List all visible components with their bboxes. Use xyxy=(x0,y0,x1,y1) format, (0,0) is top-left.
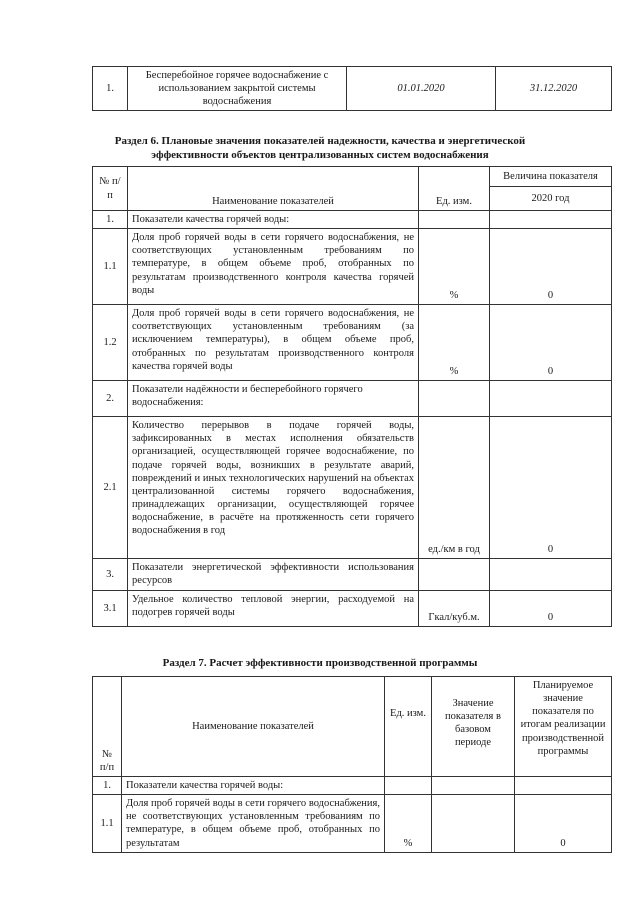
row-value: 0 xyxy=(490,305,612,381)
table-row xyxy=(93,229,612,305)
row-num: 1.1 xyxy=(93,229,128,305)
row-name: Количество перерывов в подаче горячей воды, зафиксированных в местах исполнения обязательств организацией, осуществляющей горячее водоснабжение, по подаче горячей воды, возникших в результате аварий, повреждений и иных технологических нарушений на объектах централизованной системы горячего водоснабжения, принадлежащих организации, осуществляющей горячее водоснабжение, в расчёте на протяженность сети горячего водоснабжения в год xyxy=(128,417,419,559)
row-num: 1. xyxy=(93,211,128,229)
s6-header-num: № п/п xyxy=(93,167,128,211)
row-unit: % xyxy=(419,229,490,305)
section7-title: Раздел 7. Расчет эффективности производственной программы xyxy=(162,657,478,669)
top-row-date-start: 01.01.2020 xyxy=(347,67,496,111)
table-row xyxy=(93,591,612,627)
top-row-date-end: 31.12.2020 xyxy=(496,67,612,111)
row-unit xyxy=(419,211,490,229)
table-row xyxy=(93,795,612,853)
s6-header-unit: Ед. изм. xyxy=(419,167,490,211)
table-row xyxy=(93,305,612,381)
row-unit: % xyxy=(419,305,490,381)
row-base xyxy=(432,777,515,795)
row-name: Показатели энергетической эффективности использования ресурсов xyxy=(128,559,419,591)
row-value xyxy=(490,381,612,417)
row-unit xyxy=(385,777,432,795)
row-base xyxy=(432,795,515,853)
row-name: Удельное количество тепловой энергии, расходуемой на подогрев горячей воды xyxy=(128,591,419,627)
row-value xyxy=(490,211,612,229)
row-num: 2. xyxy=(93,381,128,417)
s7-header-planned: Планируемое значение показателя по итогам реализации производственной программы xyxy=(515,677,612,777)
section7-table xyxy=(92,676,612,853)
s7-header-num: № п/п xyxy=(93,677,122,777)
row-num: 1.2 xyxy=(93,305,128,381)
row-name: Показатели качества горячей воды: xyxy=(122,777,385,795)
row-unit xyxy=(419,381,490,417)
row-value: 0 xyxy=(490,229,612,305)
s7-header-unit: Ед. изм. xyxy=(385,677,432,777)
table-row xyxy=(93,777,612,795)
section6-table xyxy=(92,166,612,627)
table-row xyxy=(93,417,612,559)
table-row xyxy=(93,559,612,591)
row-planned: 0 xyxy=(515,795,612,853)
section6-title xyxy=(0,134,640,163)
s6-header-value-group: Величина показателя xyxy=(490,167,612,187)
s7-header-base: Значение показателя в базовом периоде xyxy=(432,677,515,777)
row-value xyxy=(490,559,612,591)
row-num: 3.1 xyxy=(93,591,128,627)
top-row-name: Бесперебойное горячее водоснабжение с использованием закрытой системы водоснабжения xyxy=(128,67,347,111)
s6-header-year: 2020 год xyxy=(490,187,612,211)
section6-title-line1: Раздел 6. Плановые значения показателей надежности, качества и энергетической xyxy=(114,135,526,147)
table-row xyxy=(93,211,612,229)
s6-header-name: Наименование показателей xyxy=(128,167,419,211)
s7-header-name: Наименование показателей xyxy=(122,677,385,777)
top-table xyxy=(92,66,612,111)
row-name: Доля проб горячей воды в сети горячего водоснабжения, не соответствующих установленным требованиям по температуре, в общем объеме проб, отобранных по результатам производственного контроля качества горячей воды xyxy=(128,229,419,305)
row-name: Доля проб горячей воды в сети горячего водоснабжения, не соответствующих установленным требованиям по температуре, в общем объеме проб, отобранных по результатам xyxy=(122,795,385,853)
row-num: 1. xyxy=(93,777,122,795)
row-num: 1.1 xyxy=(93,795,122,853)
row-num: 2.1 xyxy=(93,417,128,559)
row-value: 0 xyxy=(490,417,612,559)
row-unit xyxy=(419,559,490,591)
row-unit: Гкал/куб.м. xyxy=(419,591,490,627)
row-name: Доля проб горячей воды в сети горячего водоснабжения, не соответствующих установленным требованиям (за исключением температуры), в общем объеме проб, отобранных по результатам производственного контроля качества горячей воды xyxy=(128,305,419,381)
row-num: 3. xyxy=(93,559,128,591)
table-row xyxy=(93,381,612,417)
row-name: Показатели качества горячей воды: xyxy=(128,211,419,229)
row-value: 0 xyxy=(490,591,612,627)
row-planned xyxy=(515,777,612,795)
top-row-num: 1. xyxy=(93,67,128,111)
section6-title-line2: эффективности объектов централизованных систем водоснабжения xyxy=(151,149,489,162)
row-name: Показатели надёжности и бесперебойного горячего водоснабжения: xyxy=(128,381,419,417)
row-unit: ед./км в год xyxy=(419,417,490,559)
row-unit: % xyxy=(385,795,432,853)
